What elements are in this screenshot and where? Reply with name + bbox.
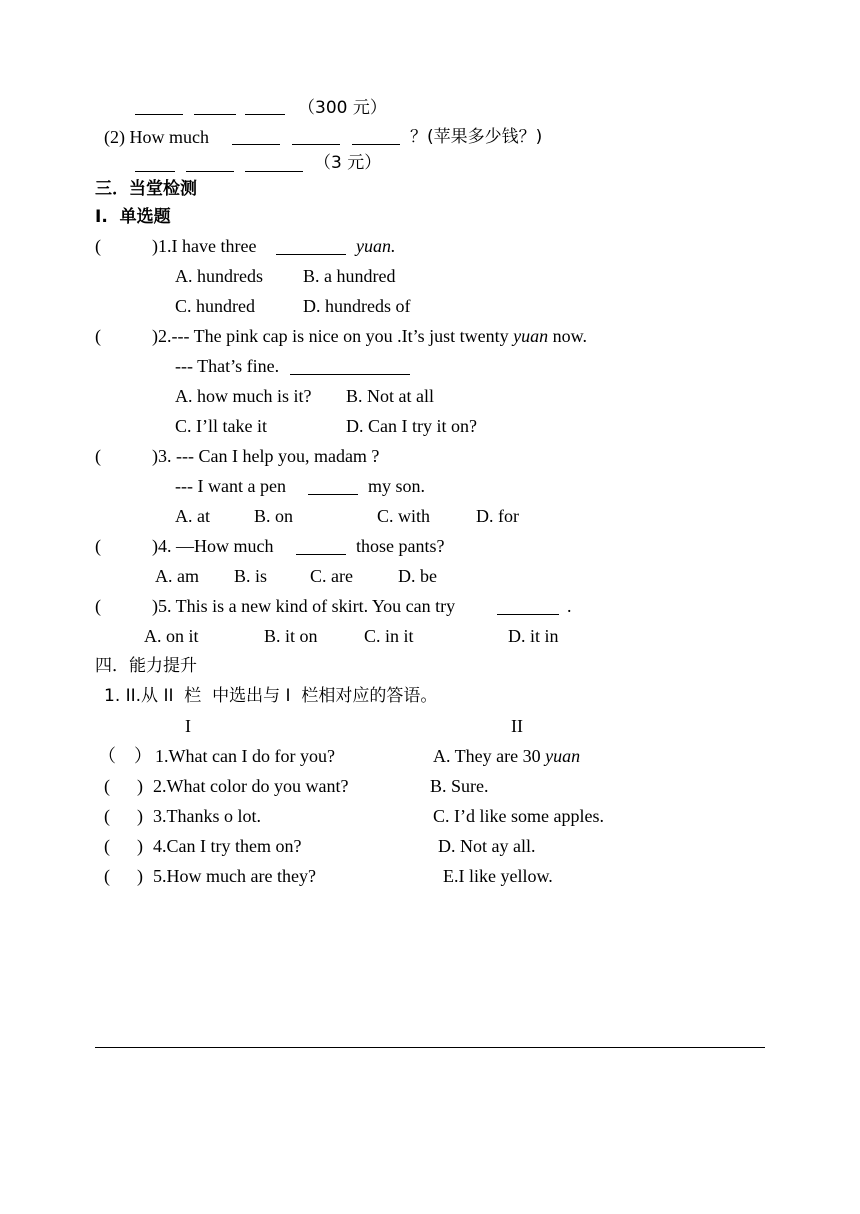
answer-blank[interactable] xyxy=(245,171,303,172)
q4-option-b[interactable]: B. is xyxy=(234,566,268,586)
subheading-text: I. 单选题 xyxy=(95,207,171,227)
q2-stem xyxy=(152,325,587,347)
section-3-heading: 三．当堂检测 xyxy=(95,179,197,199)
q3-option-c[interactable]: C. with xyxy=(377,506,431,526)
match-row-1-answer xyxy=(433,745,580,767)
q2-blank[interactable] xyxy=(290,374,410,375)
q1-option-a[interactable]: A. hundreds xyxy=(175,266,263,286)
matching-instruction: 1. II.从 II 栏 中选出与 I 栏相对应的答语。 xyxy=(104,686,438,706)
column-ii-header: II xyxy=(511,716,523,736)
q2-paren[interactable]: ( xyxy=(95,326,101,346)
column-i-header: I xyxy=(185,716,191,736)
q2-stem-end: now. xyxy=(548,326,587,346)
q1-blank[interactable] xyxy=(276,254,346,255)
answer-blank[interactable] xyxy=(232,144,280,145)
answer-blank[interactable] xyxy=(135,171,175,172)
match-row-2-answer: B. Sure. xyxy=(430,776,489,796)
q5-blank[interactable] xyxy=(497,614,559,615)
q3-option-d[interactable]: D. for xyxy=(476,506,519,526)
q5-option-c[interactable]: C. in it xyxy=(364,626,414,646)
match-row-1-paren[interactable]: （ ） xyxy=(98,746,152,766)
q3-option-b[interactable]: B. on xyxy=(254,506,294,526)
q2-stem-italic: yuan xyxy=(513,326,549,346)
answer-blank[interactable] xyxy=(186,171,234,172)
answer-blank[interactable] xyxy=(245,114,285,115)
q5-stem: )5. This is a new kind of skirt. You can try xyxy=(152,596,456,616)
match-row-2-question: 2.What color do you want? xyxy=(153,776,349,796)
chinese-hint-apples: ？(苹果多少钱？) xyxy=(410,127,543,147)
answer-italic: yuan xyxy=(545,746,581,766)
q4-option-a[interactable]: A. am xyxy=(155,566,199,586)
match-row-4-question: 4.Can I try them on? xyxy=(153,836,302,856)
q5-option-d[interactable]: D. it in xyxy=(508,626,559,646)
q2-dialog-line: --- That’s fine. xyxy=(175,356,280,376)
q5-option-b[interactable]: B. it on xyxy=(264,626,318,646)
q1-option-c[interactable]: C. hundred xyxy=(175,296,255,316)
price-hint-3: （3 元） xyxy=(314,153,382,173)
q5-stem-end: . xyxy=(567,596,572,616)
q1-stem-end: yuan. xyxy=(356,236,396,256)
q1-option-b[interactable]: B. a hundred xyxy=(303,266,396,286)
q4-option-d[interactable]: D. be xyxy=(398,566,437,586)
footer-divider xyxy=(95,1047,765,1048)
q2-option-d[interactable]: D. Can I try it on? xyxy=(346,416,477,436)
q3-stem: )3. --- Can I help you, madam ? xyxy=(152,446,380,466)
match-row-2-paren[interactable]: ( ) xyxy=(104,776,143,796)
q2-stem-text: )2.--- The pink cap is nice on you .It’s just twenty xyxy=(152,326,514,346)
q4-option-c[interactable]: C. are xyxy=(310,566,353,586)
match-row-5-question: 5.How much are they? xyxy=(153,866,316,886)
q4-paren[interactable]: ( xyxy=(95,536,101,556)
q3-option-a[interactable]: A. at xyxy=(175,506,210,526)
q2-option-a[interactable]: A. how much is it? xyxy=(175,386,312,406)
section-4-heading: 四．能力提升 xyxy=(95,656,197,676)
q2-option-c[interactable]: C. I’ll take it xyxy=(175,416,267,436)
price-hint-300: （300 元） xyxy=(298,98,387,118)
q4-stem: )4. —How much xyxy=(152,536,274,556)
q3-blank[interactable] xyxy=(308,494,358,495)
q4-stem-end: those pants? xyxy=(356,536,445,556)
match-row-5-answer: E.I like yellow. xyxy=(443,866,553,886)
answer-blank[interactable] xyxy=(292,144,340,145)
q5-option-a[interactable]: A. on it xyxy=(144,626,199,646)
q1-stem: )1.I have three xyxy=(152,236,257,256)
match-row-1-question: 1.What can I do for you? xyxy=(155,746,335,766)
match-row-5-paren[interactable]: ( ) xyxy=(104,866,143,886)
q2-option-b[interactable]: B. Not at all xyxy=(346,386,434,406)
q3-paren[interactable]: ( xyxy=(95,446,101,466)
answer-blank[interactable] xyxy=(135,114,183,115)
match-row-3-question: 3.Thanks o lot. xyxy=(153,806,261,826)
match-row-3-paren[interactable]: ( ) xyxy=(104,806,143,826)
q1-paren[interactable]: ( xyxy=(95,236,101,256)
match-row-4-paren[interactable]: ( ) xyxy=(104,836,143,856)
answer-text: A. They are 30 xyxy=(433,746,546,766)
q4-blank[interactable] xyxy=(296,554,346,555)
q3-dialog-line: --- I want a pen xyxy=(175,476,286,496)
q1-option-d[interactable]: D. hundreds of xyxy=(303,296,411,316)
match-row-3-answer: C. I’d like some apples. xyxy=(433,806,604,826)
question-2-prompt: (2) How much xyxy=(104,127,209,147)
answer-blank[interactable] xyxy=(194,114,236,115)
q3-dialog-end: my son. xyxy=(368,476,426,496)
section-3-subheading xyxy=(95,205,171,228)
q5-paren[interactable]: ( xyxy=(95,596,101,616)
answer-blank[interactable] xyxy=(352,144,400,145)
match-row-4-answer: D. Not ay all. xyxy=(438,836,536,856)
